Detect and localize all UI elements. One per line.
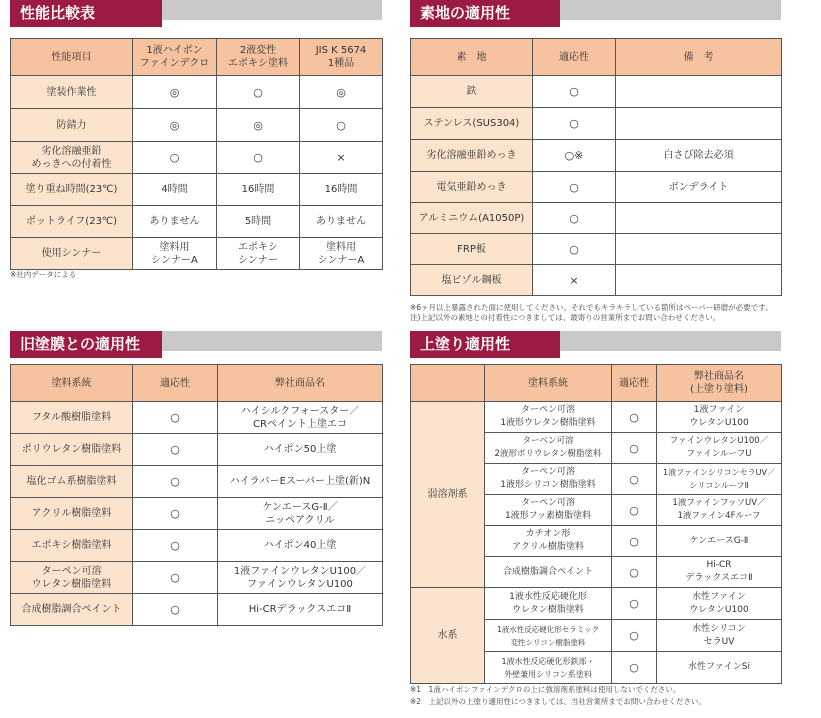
cell-value: 塗料用 シンナーA <box>133 238 217 270</box>
old-header-product: 弊社商品名 <box>218 365 383 402</box>
cell-value: ◎ <box>217 109 300 142</box>
top-header-fit: 適応性 <box>612 365 657 402</box>
row-label: アルミニウム(A1050P) <box>411 203 533 234</box>
cell-fit: × <box>533 265 616 296</box>
cell-product: ハイラバーEスーパー上塗(新)N <box>218 466 383 498</box>
cell-product: 水性シリコン セラUV <box>657 620 782 652</box>
top-header-blank <box>411 365 485 402</box>
cell-product: 1液ファインフッソUV／ 1液ファイン4Fルーフ <box>657 495 782 526</box>
old-header-type: 塗料系統 <box>11 365 133 402</box>
cell-fit: ○ <box>133 498 218 530</box>
cell-value: 4時間 <box>133 174 217 206</box>
table-row <box>411 234 782 265</box>
old-header-fit: 適応性 <box>133 365 218 402</box>
cell-fit: ○ <box>133 434 218 466</box>
cell-value: 塗料用 シンナーA <box>300 238 383 270</box>
cell-value: ありません <box>300 206 383 238</box>
perf-header-item: 性能項目 <box>11 39 133 76</box>
row-label: フタル酸樹脂塗料 <box>11 402 133 434</box>
cell-product: ハイポン50上塗 <box>218 434 383 466</box>
performance-note: ※社内データによる <box>10 270 77 279</box>
cell-fit: ○ <box>533 172 616 203</box>
substrate-note: ※6ヶ月以上暴露された面に使用してください。それでもキラキラしている箇所はペーパー研磨が必要です。 注)上記以外の素地との付着性につきましては、最寄りの営業所までお問い合わせください。 <box>410 303 773 322</box>
cell-product: 水性ファイン ウレタンU100 <box>657 588 782 620</box>
table-row <box>11 402 383 434</box>
topcoat-note-2: ※2 上記以外の上塗り適用性につきましては、当社営業所までお問い合わせください。 <box>410 697 706 706</box>
cell-product: 1液ファイン ウレタンU100 <box>657 402 782 433</box>
cell-remark <box>616 265 782 296</box>
row-label: ターペン可溶 2液形ポリウレタン樹脂塗料 <box>485 433 612 464</box>
cell-value: ◎ <box>133 76 217 109</box>
performance-title: 性能比較表 <box>10 0 162 27</box>
cell-fit: ○ <box>612 588 657 620</box>
row-label: 合成樹脂調合ペイント <box>11 594 133 626</box>
cell-fit: ○ <box>612 620 657 652</box>
row-label: 塗り重ね時間(23℃) <box>11 174 133 206</box>
cell-fit: ○ <box>133 466 218 498</box>
table-row <box>11 594 383 626</box>
cell-fit: ○ <box>533 203 616 234</box>
row-label: FRP板 <box>411 234 533 265</box>
top-header-product: 弊社商品名 (上塗り塗料) <box>657 365 782 402</box>
cell-value: × <box>300 142 383 174</box>
title-gray-bar <box>162 331 382 351</box>
cell-fit: ○ <box>612 433 657 464</box>
cell-fit: ○ <box>533 108 616 140</box>
topcoat-title: 上塗り適用性 <box>410 331 560 358</box>
row-label: カチオン形 アクリル樹脂塗料 <box>485 526 612 557</box>
cell-remark: ボンデライト <box>616 172 782 203</box>
row-label: 鉄 <box>411 76 533 108</box>
substrate-table <box>410 38 782 296</box>
table-row <box>11 206 383 238</box>
topcoat-note-1: ※1 1液ハイポンファインデクロの上に強溶剤系塗料は使用しないでください。 <box>410 685 681 694</box>
title-gray-bar <box>560 331 781 351</box>
top-header-type: 塗料系統 <box>485 365 612 402</box>
cell-fit: ○ <box>612 652 657 684</box>
table-row <box>411 172 782 203</box>
table-row <box>411 265 782 296</box>
row-label: エポキシ樹脂塗料 <box>11 530 133 562</box>
row-label: ターペン可溶 1液形ウレタン樹脂塗料 <box>485 402 612 433</box>
cell-fit: ○ <box>612 557 657 588</box>
cell-value: 16時間 <box>217 174 300 206</box>
table-row <box>11 142 383 174</box>
group-water: 水系 <box>411 588 485 684</box>
cell-product: ファインウレタンU100／ ファインルーフU <box>657 433 782 464</box>
cell-fit: ○ <box>612 464 657 495</box>
row-label: 電気亜鉛めっき <box>411 172 533 203</box>
cell-value: ○ <box>217 142 300 174</box>
group-solvent: 弱溶剤系 <box>411 402 485 588</box>
cell-value: ◎ <box>133 109 217 142</box>
cell-value: ○ <box>300 109 383 142</box>
cell-product: ハイポン40上塗 <box>218 530 383 562</box>
old-film-table <box>10 364 383 626</box>
row-label: ターペン可溶 ウレタン樹脂塗料 <box>11 562 133 594</box>
cell-product: ハイシルクフォースター／ CRペイント上塗エコ <box>218 402 383 434</box>
cell-product: 水性ファインSi <box>657 652 782 684</box>
table-row <box>411 402 782 433</box>
table-row <box>11 109 383 142</box>
title-gray-bar <box>162 0 382 20</box>
cell-product: Hi-CRデラックスエコⅡ <box>218 594 383 626</box>
cell-product: 1液ファインシリコンセラUV／ シリコンルーフⅡ <box>657 464 782 495</box>
table-row <box>11 530 383 562</box>
cell-remark <box>616 203 782 234</box>
perf-header-product-c: JIS K 5674 1種品 <box>300 39 383 76</box>
cell-fit: ○ <box>533 76 616 108</box>
cell-fit: ○ <box>612 495 657 526</box>
sub-header-substrate: 素 地 <box>411 39 533 76</box>
table-row <box>11 434 383 466</box>
cell-fit: ○ <box>133 402 218 434</box>
cell-value: 5時間 <box>217 206 300 238</box>
row-label: ステンレス(SUS304) <box>411 108 533 140</box>
topcoat-table <box>410 364 782 684</box>
cell-fit: ○ <box>133 594 218 626</box>
cell-value: ありません <box>133 206 217 238</box>
cell-value: 16時間 <box>300 174 383 206</box>
cell-fit: ○ <box>612 526 657 557</box>
table-row <box>411 588 782 620</box>
row-label: 劣化溶融亜鉛めっき <box>411 140 533 172</box>
cell-fit: ○※ <box>533 140 616 172</box>
cell-fit: ○ <box>612 402 657 433</box>
cell-product: 1液ファインウレタンU100／ ファインウレタンU100 <box>218 562 383 594</box>
cell-value: ◎ <box>300 76 383 109</box>
row-label: 塩ビゾル鋼板 <box>411 265 533 296</box>
row-label: アクリル樹脂塗料 <box>11 498 133 530</box>
substrate-title: 素地の適用性 <box>410 0 560 27</box>
perf-header-product-b: 2液変性 エポキシ塗料 <box>217 39 300 76</box>
table-row <box>411 76 782 108</box>
row-label: 防錆力 <box>11 109 133 142</box>
table-row <box>11 466 383 498</box>
table-row <box>11 174 383 206</box>
row-label: ターペン可溶 1液形シリコン樹脂塗料 <box>485 464 612 495</box>
row-label: 1液水性反応硬化形 ウレタン樹脂塗料 <box>485 588 612 620</box>
cell-fit: ○ <box>133 530 218 562</box>
table-row <box>411 140 782 172</box>
cell-product: ケンエースG-Ⅱ <box>657 526 782 557</box>
cell-remark <box>616 108 782 140</box>
title-gray-bar <box>560 0 781 20</box>
performance-table <box>10 38 383 270</box>
row-label: 塗装作業性 <box>11 76 133 109</box>
sub-header-remark: 備 考 <box>616 39 782 76</box>
sub-header-fit: 適応性 <box>533 39 616 76</box>
table-row <box>411 203 782 234</box>
row-label: 劣化溶融亜鉛 めっきへの付着性 <box>11 142 133 174</box>
row-label: 1液水性反応硬化形セラミック 変性シリコン樹脂塗料 <box>485 620 612 652</box>
cell-remark <box>616 234 782 265</box>
row-label: ポットライフ(23℃) <box>11 206 133 238</box>
table-row <box>11 238 383 270</box>
row-label: 合成樹脂調合ペイント <box>485 557 612 588</box>
row-label: 1液水性反応硬化形鉄部・ 外壁兼用シリコン系塗料 <box>485 652 612 684</box>
row-label: 塩化ゴム系樹脂塗料 <box>11 466 133 498</box>
table-row <box>11 562 383 594</box>
cell-product: Hi-CR デラックスエコⅡ <box>657 557 782 588</box>
cell-fit: ○ <box>133 562 218 594</box>
row-label: ポリウレタン樹脂塗料 <box>11 434 133 466</box>
cell-remark: 白さび除去必須 <box>616 140 782 172</box>
cell-value: ○ <box>133 142 217 174</box>
cell-product: ケンエースG-Ⅱ／ ニッペアクリル <box>218 498 383 530</box>
table-row <box>11 498 383 530</box>
cell-fit: ○ <box>533 234 616 265</box>
perf-header-product-a: 1液ハイポン ファインデクロ <box>133 39 217 76</box>
cell-remark <box>616 76 782 108</box>
row-label: ターペン可溶 1液形フッ素樹脂塗料 <box>485 495 612 526</box>
table-row <box>411 108 782 140</box>
table-row <box>11 76 383 109</box>
old-film-title: 旧塗膜との適用性 <box>10 331 162 358</box>
cell-value: エポキシ シンナー <box>217 238 300 270</box>
row-label: 使用シンナー <box>11 238 133 270</box>
cell-value: ○ <box>217 76 300 109</box>
